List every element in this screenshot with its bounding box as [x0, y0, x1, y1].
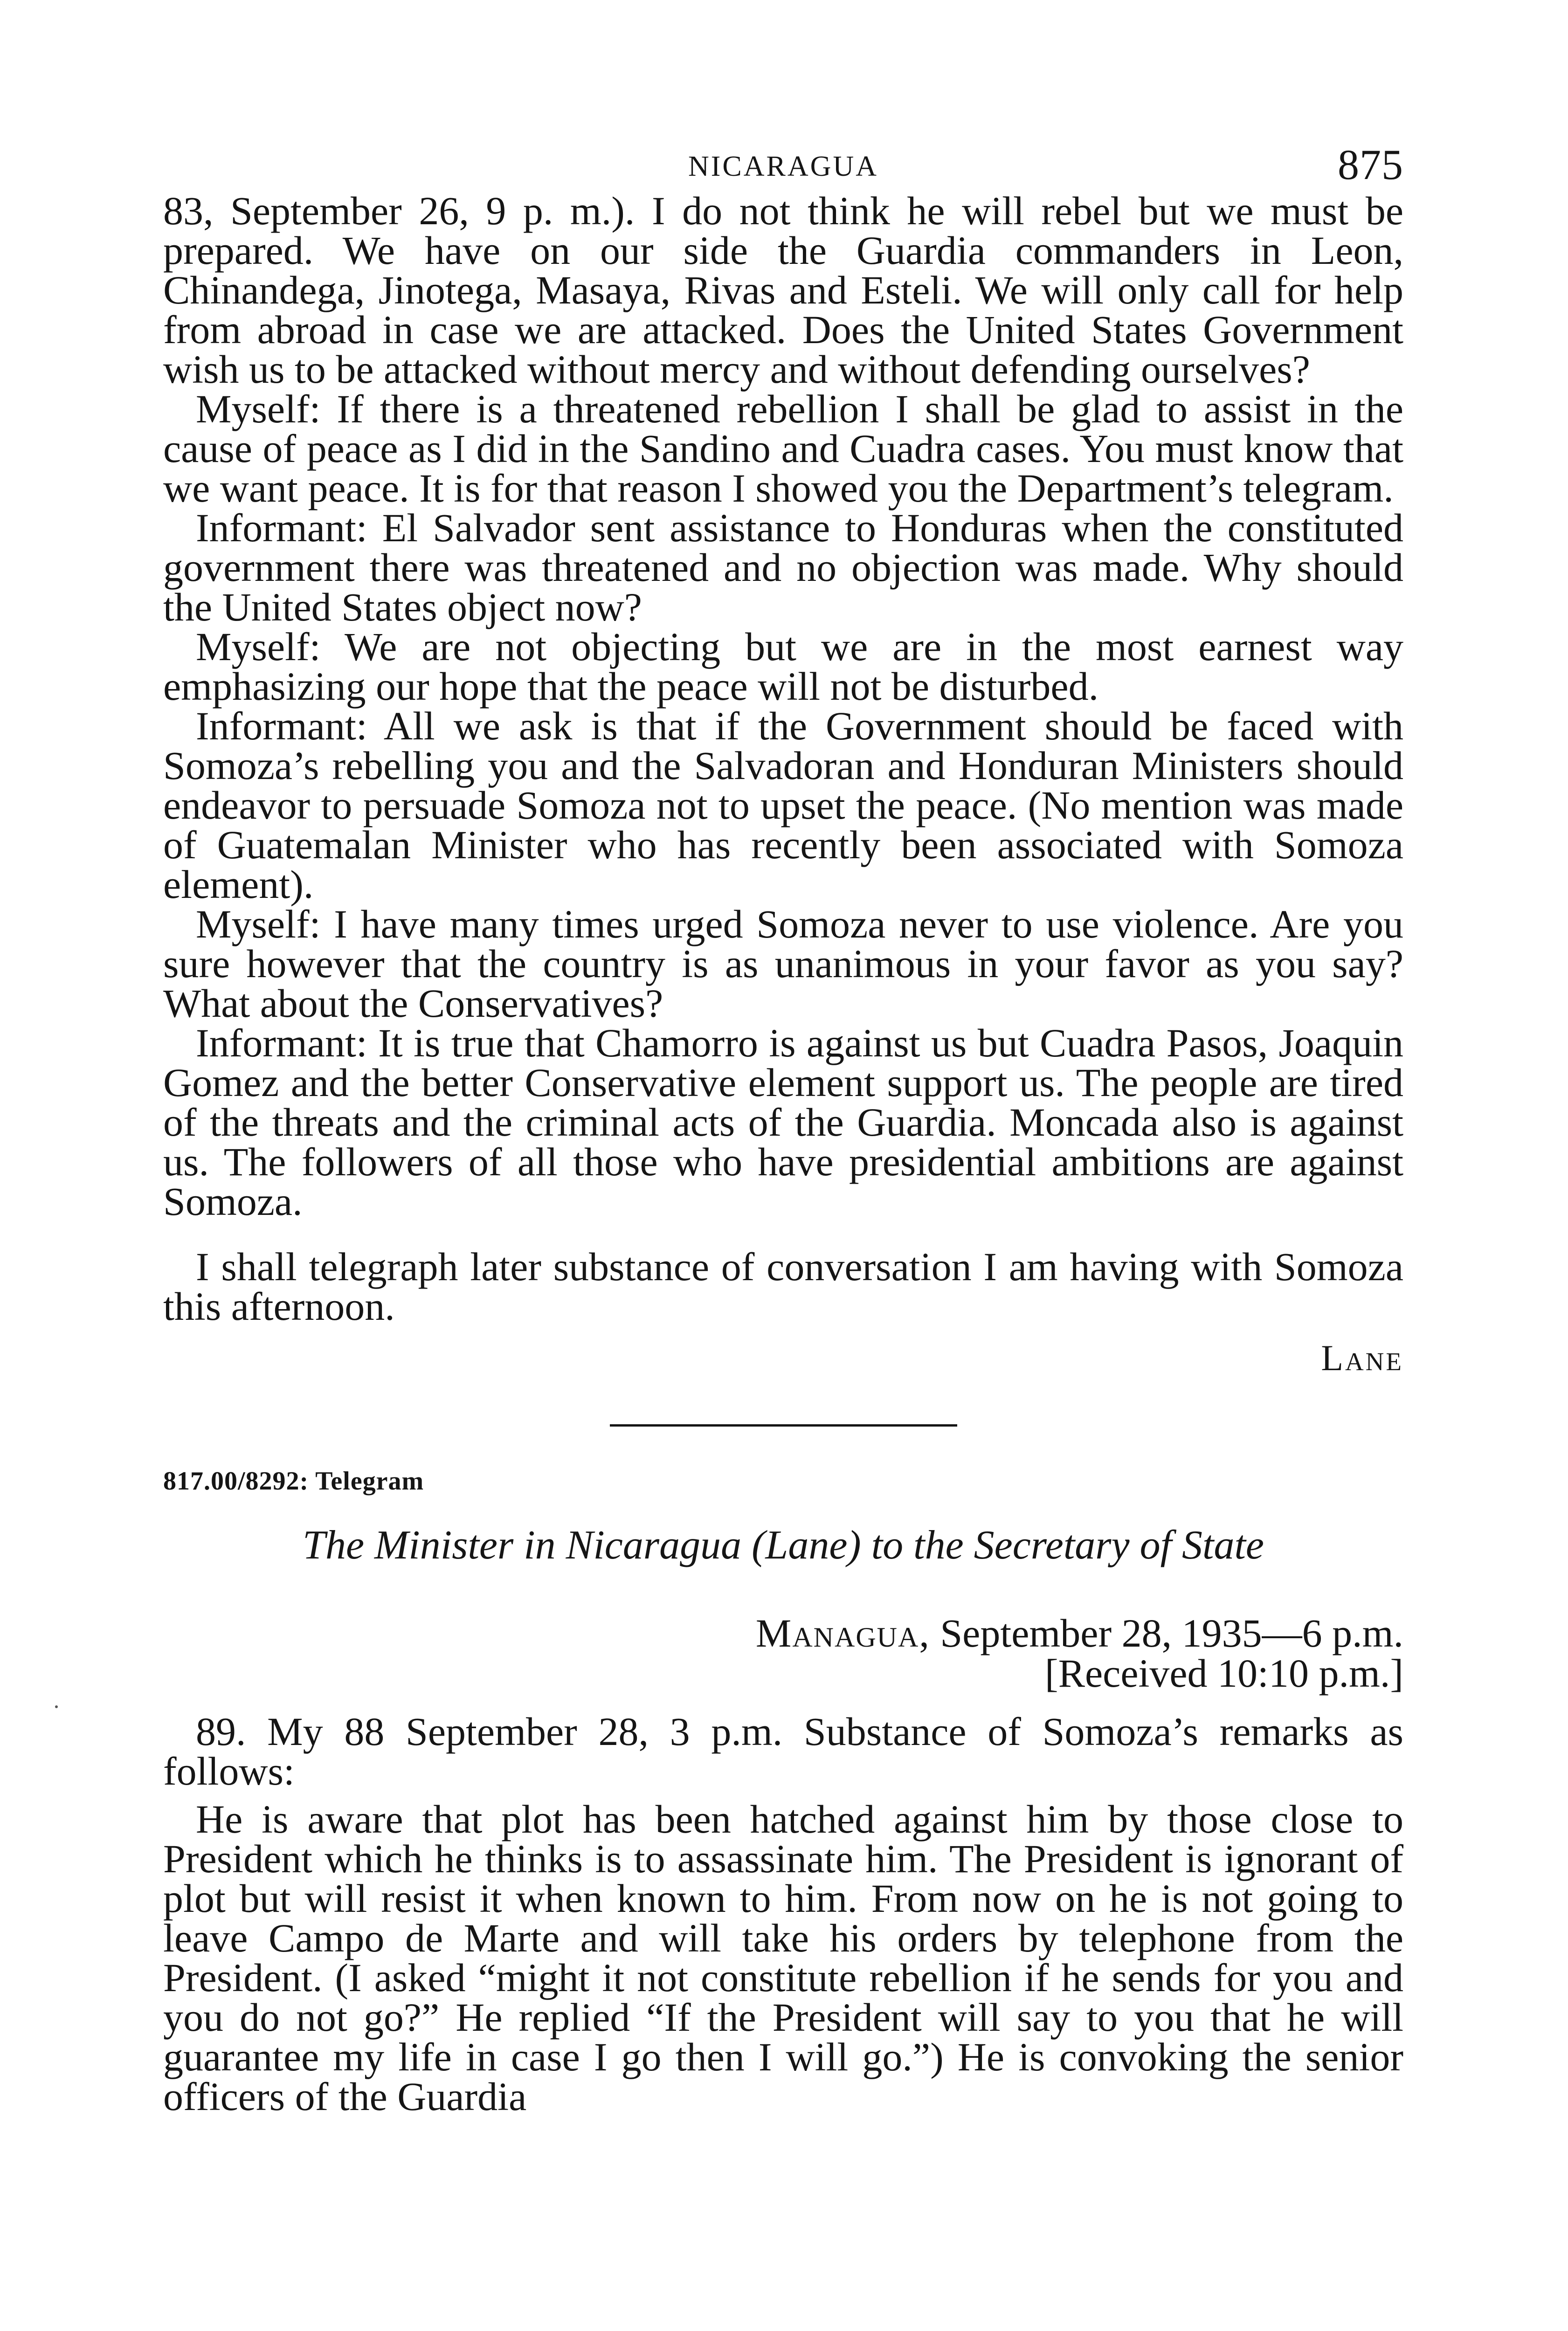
running-head — [163, 140, 1403, 191]
section-divider — [610, 1424, 957, 1427]
page-number: 875 — [1338, 141, 1403, 188]
opening-paragraph: 83, September 26, 9 p. m.). I do not think he will rebel but we must be prepared. We have on our side the Guardia commanders in Leon, Chinandega, Jinotega, Masaya, Rivas and Esteli. We will only call for help from abroad in case we are attacked. Does the United States Government wish us to be attacked without mercy and without defending ourselves? — [163, 188, 1403, 392]
closing-paragraph: I shall telegraph later substance of conversation I am having with Somoza this afternoon. — [163, 1244, 1403, 1329]
telegram-89-body — [163, 1709, 1403, 2119]
signature: Lane — [1321, 1338, 1403, 1378]
file-reference: 817.00/8292: Telegram — [163, 1467, 424, 1496]
dateline — [163, 1613, 1403, 1653]
document-heading: The Minister in Nicaragua (Lane) to the Secretary of State — [303, 1523, 1264, 1568]
received-time: [Received 10:10 p.m.] — [1044, 1651, 1403, 1696]
dialog-myself-1: Myself: If there is a threatened rebellion I shall be glad to assist in the cause of peace as I did in the Sandino and Cuadra cases. You must know that we want peace. It is for that reason I showed you the Department’s telegram. — [163, 386, 1403, 510]
dateline-date: September 28, 1935—6 p.m. — [930, 1611, 1403, 1655]
dialog-informant-3: Informant: It is true that Chamorro is against us but Cuadra Pasos, Joaquin Gomez and the better Conservative element support us. The people are tired of the threats and the criminal acts of the Guardia. Moncada also is against us. The followers of all those who have presidential ambitions are against Somoza. — [163, 1021, 1403, 1224]
dialog-myself-3: Myself: I have many times urged Somoza never to use violence. Are you sure however that the country is as unanimous in your favor as you say? What about the Conservatives? — [163, 902, 1403, 1026]
margin-speck — [55, 1705, 58, 1708]
dialog-informant-2: Informant: All we ask is that if the Government should be faced with Somoza’s rebelling you and the Salvadoran and Honduran Ministers should endeavor to persuade Somoza not to upset the peace. (No mention was made of Guatemalan Minister who has recently been associated with Somoza element). — [163, 703, 1403, 907]
document-page — [163, 140, 1403, 2117]
dialog-myself-2: Myself: We are not objecting but we are in the most earnest way emphasizing our hope that the peace will not be disturbed. — [163, 624, 1403, 709]
telegram-89-paragraph-2: He is aware that plot has been hatched against him by those close to President which he thinks is to assassinate him. The President is ignorant of plot but will resist it when known to him. From now on he is not going to leave Campo de Marte and will take his orders by telephone from the President. (I asked “might it not constitute rebellion if he sends for you and you do not go?” He replied “If the President will say to you that he will guarantee my life in case I go then I will go.”) He is convoking the senior officers of the Guardia — [163, 1797, 1403, 2119]
telegram-89-paragraph-1: 89. My 88 September 28, 3 p.m. Substance of Somoza’s remarks as follows: — [163, 1709, 1403, 1793]
dateline-place: Managua, — [755, 1611, 930, 1655]
dialog-informant-1: Informant: El Salvador sent assistance to Honduras when the constituted government there was threatened and no objection was made. Why should the United States object now? — [163, 505, 1403, 629]
telegram-88-continuation — [163, 188, 1403, 1378]
running-title: NICARAGUA — [688, 151, 878, 182]
